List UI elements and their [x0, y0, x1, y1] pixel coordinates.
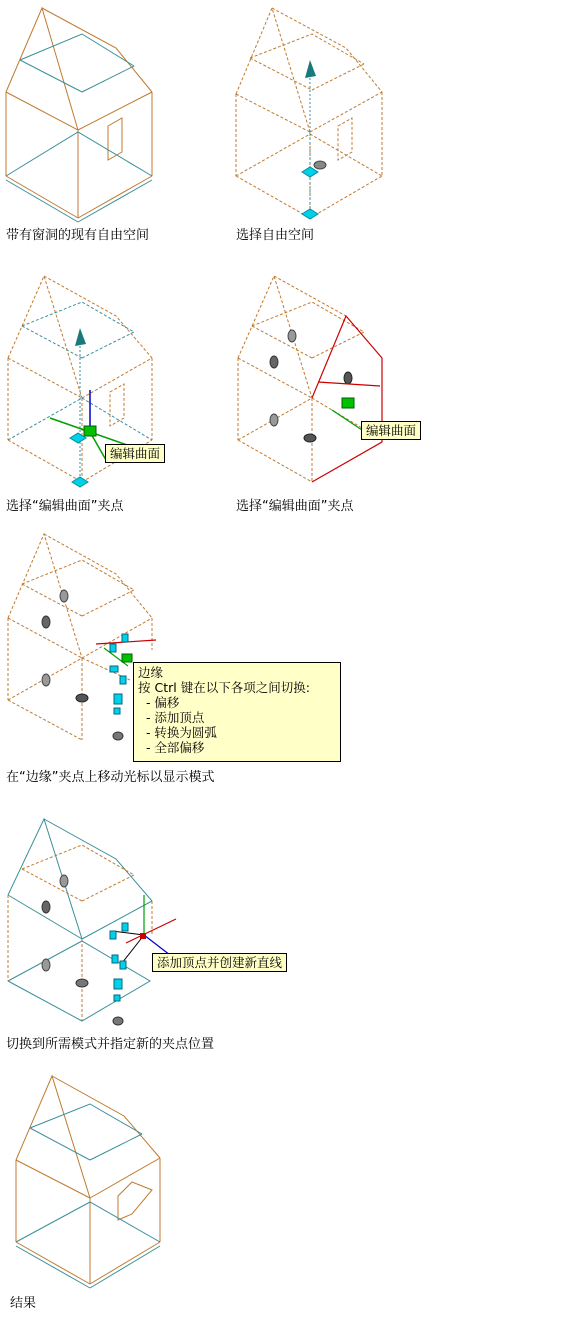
house-wireframe-add-vertex [0, 815, 180, 1025]
edge-grip-icon [110, 634, 128, 714]
diagram-existing-space [0, 0, 160, 200]
caption-edge-grip: 在“边缘”夹点上移动光标以显示模式 [6, 770, 215, 785]
caption-select-space: 选择自由空间 [236, 228, 315, 243]
house-wireframe [0, 0, 160, 200]
diagram-result [0, 1070, 180, 1290]
house-wireframe-selected [232, 0, 392, 220]
tooltip-add-vertex: 添加顶点并创建新直线 [152, 953, 287, 972]
diagram-add-vertex [0, 815, 180, 1025]
house-wireframe-result [0, 1070, 180, 1290]
height-grip-icon [75, 328, 86, 346]
tooltip-option-add-vertex: - 添加顶点 [138, 710, 205, 725]
vertex-grip-icon [314, 161, 326, 169]
location-grip-icon [302, 167, 318, 177]
tooltip-edit-surface-2: 编辑曲面 [361, 421, 421, 440]
height-grip-icon [305, 60, 316, 78]
edit-surface-grip-icon [342, 398, 354, 408]
edge-grip-icon [110, 923, 128, 1001]
diagram-select-space [232, 0, 392, 220]
tooltip-edge-modes [133, 662, 341, 762]
tooltip-option-offset: - 偏移 [138, 695, 180, 710]
caption-existing-space: 带有窗洞的现有自由空间 [6, 228, 150, 243]
caption-result: 结果 [10, 1296, 37, 1311]
tooltip-option-all-offset: - 全部偏移 [138, 740, 205, 755]
tooltip-edit-surface: 编辑曲面 [105, 444, 165, 463]
edit-surface-grip-icon [84, 426, 96, 436]
edit-surface-grip-icon [122, 654, 132, 662]
house-wireframe-red-face [232, 270, 412, 490]
caption-add-vertex: 切换到所需模式并指定新的夹点位置 [6, 1037, 215, 1052]
caption-select-grip-2: 选择“编辑曲面”夹点 [236, 499, 354, 514]
tooltip-option-to-arc: - 转换为圆弧 [138, 725, 217, 740]
diagram-edit-surface-selected [232, 270, 412, 490]
new-vertex-grip-icon [140, 933, 146, 939]
ucs-axis-y [332, 410, 362, 430]
caption-select-grip-1: 选择“编辑曲面”夹点 [6, 499, 124, 514]
location-grip-icon [302, 209, 318, 219]
tooltip-edge-title: 边缘 [138, 665, 164, 680]
tooltip-edge-hint: 按 Ctrl 键在以下各项之间切换: [138, 680, 310, 695]
